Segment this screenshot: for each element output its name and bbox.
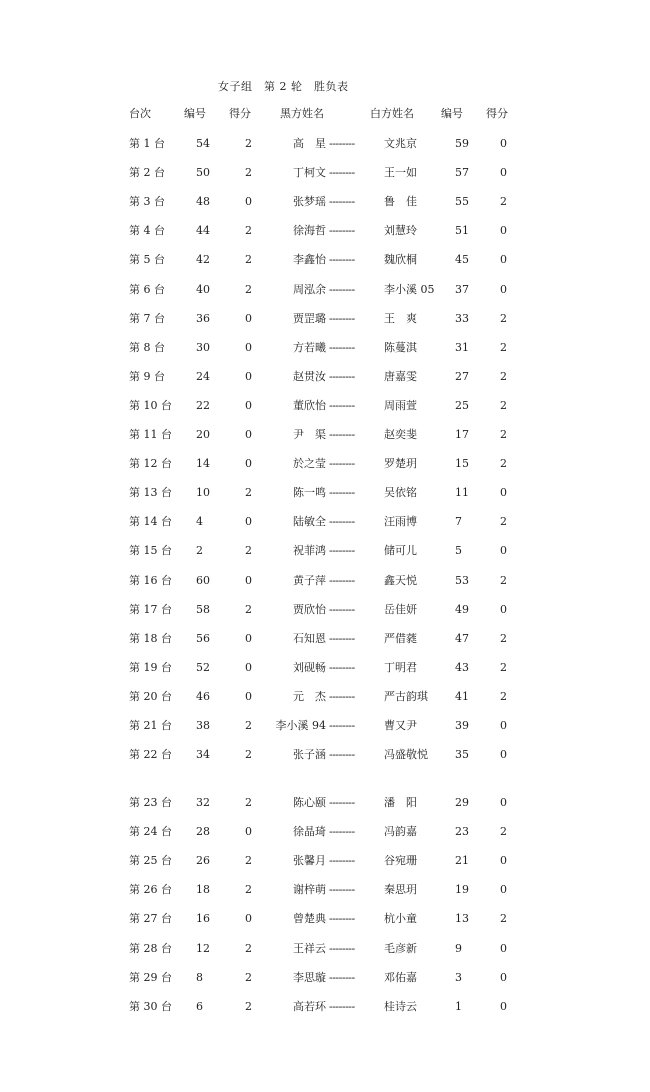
cell-white-score: 0 — [500, 486, 507, 499]
cell-table: 第 8 台 — [129, 341, 165, 354]
cell-white-name: 唐嘉雯 — [384, 370, 417, 383]
cell-black-no: 54 — [196, 137, 210, 150]
cell-white-no: 13 — [455, 912, 469, 925]
cell-separator: -------- — [329, 253, 355, 266]
cell-white-score: 2 — [500, 457, 507, 470]
cell-white-score: 0 — [500, 796, 507, 809]
cell-white-no: 9 — [455, 942, 462, 955]
header-black-name: 黑方姓名 — [280, 107, 324, 120]
cell-white-no: 59 — [455, 137, 469, 150]
cell-black-no: 40 — [196, 283, 210, 296]
table-row — [0, 223, 650, 239]
cell-white-no: 45 — [455, 253, 469, 266]
cell-table: 第 1 台 — [129, 137, 165, 150]
cell-black-no: 34 — [196, 748, 210, 761]
cell-table: 第 14 台 — [129, 515, 172, 528]
cell-black-no: 2 — [196, 544, 203, 557]
cell-white-score: 0 — [500, 748, 507, 761]
cell-white-no: 49 — [455, 603, 469, 616]
cell-black-score: 0 — [245, 825, 252, 838]
table-row — [0, 252, 650, 268]
cell-separator: -------- — [329, 137, 355, 150]
cell-table: 第 16 台 — [129, 574, 172, 587]
cell-white-name: 李小溪 05 — [384, 283, 435, 296]
cell-black-score: 2 — [245, 283, 252, 296]
cell-table: 第 5 台 — [129, 253, 165, 266]
cell-white-no: 33 — [455, 312, 469, 325]
cell-black-no: 4 — [196, 515, 203, 528]
table-row — [0, 398, 650, 414]
cell-black-name: 陈心颐 — [293, 796, 326, 809]
cell-white-score: 0 — [500, 603, 507, 616]
cell-table: 第 10 台 — [129, 399, 172, 412]
cell-black-no: 38 — [196, 719, 210, 732]
cell-white-score: 2 — [500, 632, 507, 645]
cell-black-name: 王祥云 — [293, 942, 326, 955]
cell-black-name: 元 杰 — [293, 690, 326, 703]
cell-white-score: 2 — [500, 912, 507, 925]
cell-black-no: 32 — [196, 796, 210, 809]
cell-black-name: 李思璇 — [293, 971, 326, 984]
cell-black-score: 0 — [245, 912, 252, 925]
cell-separator: -------- — [329, 515, 355, 528]
table-row — [0, 970, 650, 986]
table-row — [0, 369, 650, 385]
cell-black-name: 张馨月 — [293, 854, 326, 867]
cell-separator: -------- — [329, 796, 355, 809]
cell-black-name: 张子涵 — [293, 748, 326, 761]
cell-black-name: 高若环 — [293, 1000, 326, 1013]
cell-black-score: 2 — [245, 253, 252, 266]
cell-black-score: 2 — [245, 971, 252, 984]
cell-black-name: 贾罡璐 — [293, 312, 326, 325]
cell-black-name: 李小溪 94 — [275, 719, 326, 732]
cell-separator: -------- — [329, 942, 355, 955]
cell-white-no: 37 — [455, 283, 469, 296]
table-row — [0, 689, 650, 705]
cell-white-score: 2 — [500, 574, 507, 587]
cell-black-no: 46 — [196, 690, 210, 703]
cell-white-score: 2 — [500, 515, 507, 528]
cell-separator: -------- — [329, 690, 355, 703]
table-row — [0, 311, 650, 327]
cell-black-no: 58 — [196, 603, 210, 616]
cell-table: 第 11 台 — [129, 428, 172, 441]
cell-separator: -------- — [329, 603, 355, 616]
cell-white-no: 41 — [455, 690, 469, 703]
table-row — [0, 485, 650, 501]
cell-table: 第 15 台 — [129, 544, 172, 557]
cell-white-name: 鑫天悦 — [384, 574, 417, 587]
cell-white-name: 鲁 佳 — [384, 195, 417, 208]
cell-white-score: 2 — [500, 690, 507, 703]
cell-separator: -------- — [329, 1000, 355, 1013]
cell-white-no: 3 — [455, 971, 462, 984]
table-row — [0, 427, 650, 443]
header-table: 台次 — [129, 107, 151, 120]
cell-white-name: 严借蕤 — [384, 632, 417, 645]
cell-white-score: 0 — [500, 166, 507, 179]
cell-white-score: 2 — [500, 341, 507, 354]
cell-black-score: 0 — [245, 370, 252, 383]
cell-black-name: 祝菲鸿 — [293, 544, 326, 557]
cell-black-name: 赵贯汝 — [293, 370, 326, 383]
cell-black-name: 曾楚典 — [293, 912, 326, 925]
cell-black-name: 贾欣怡 — [293, 603, 326, 616]
cell-black-no: 52 — [196, 661, 210, 674]
table-row — [0, 573, 650, 589]
cell-table: 第 25 台 — [129, 854, 172, 867]
cell-black-score: 2 — [245, 137, 252, 150]
cell-black-no: 24 — [196, 370, 210, 383]
cell-black-score: 2 — [245, 796, 252, 809]
cell-black-name: 谢梓萌 — [293, 883, 326, 896]
cell-separator: -------- — [329, 971, 355, 984]
table-row — [0, 795, 650, 811]
cell-black-score: 0 — [245, 574, 252, 587]
cell-separator: -------- — [329, 457, 355, 470]
table-header — [0, 106, 650, 122]
header-black-no: 编号 — [184, 107, 206, 120]
cell-black-name: 徐晶琦 — [293, 825, 326, 838]
cell-black-no: 50 — [196, 166, 210, 179]
cell-white-no: 11 — [455, 486, 469, 499]
cell-white-score: 0 — [500, 137, 507, 150]
cell-black-no: 16 — [196, 912, 210, 925]
cell-white-no: 7 — [455, 515, 462, 528]
cell-black-no: 14 — [196, 457, 210, 470]
cell-black-score: 2 — [245, 166, 252, 179]
cell-white-score: 0 — [500, 544, 507, 557]
cell-white-no: 53 — [455, 574, 469, 587]
cell-table: 第 4 台 — [129, 224, 165, 237]
cell-white-no: 15 — [455, 457, 469, 470]
cell-white-name: 汪雨博 — [384, 515, 417, 528]
cell-table: 第 22 台 — [129, 748, 172, 761]
cell-black-no: 26 — [196, 854, 210, 867]
cell-table: 第 29 台 — [129, 971, 172, 984]
cell-white-no: 23 — [455, 825, 469, 838]
cell-black-name: 徐海哲 — [293, 224, 326, 237]
cell-white-score: 2 — [500, 825, 507, 838]
cell-black-name: 黄子萍 — [293, 574, 326, 587]
cell-black-no: 28 — [196, 825, 210, 838]
cell-black-score: 2 — [245, 224, 252, 237]
cell-white-name: 王 爽 — [384, 312, 417, 325]
cell-black-name: 刘砚畅 — [293, 661, 326, 674]
cell-separator: -------- — [329, 283, 355, 296]
cell-separator: -------- — [329, 312, 355, 325]
table-row — [0, 911, 650, 927]
cell-white-name: 潘 阳 — [384, 796, 417, 809]
cell-white-name: 曹又尹 — [384, 719, 417, 732]
cell-white-score: 0 — [500, 942, 507, 955]
table-row — [0, 514, 650, 530]
cell-white-name: 严古韵琪 — [384, 690, 428, 703]
cell-white-no: 27 — [455, 370, 469, 383]
cell-white-name: 罗楚玥 — [384, 457, 417, 470]
cell-table: 第 3 台 — [129, 195, 165, 208]
cell-black-name: 周泓余 — [293, 283, 326, 296]
page-title: 女子组 第 2 轮 胜负表 — [218, 80, 349, 93]
cell-white-name: 毛彦新 — [384, 942, 417, 955]
cell-white-name: 周雨萱 — [384, 399, 417, 412]
cell-table: 第 20 台 — [129, 690, 172, 703]
table-row — [0, 282, 650, 298]
cell-white-no: 57 — [455, 166, 469, 179]
cell-white-name: 桂诗云 — [384, 1000, 417, 1013]
cell-black-name: 李鑫怡 — [293, 253, 326, 266]
table-row — [0, 543, 650, 559]
table-row — [0, 853, 650, 869]
cell-black-name: 方若曦 — [293, 341, 326, 354]
cell-separator: -------- — [329, 195, 355, 208]
cell-separator: -------- — [329, 428, 355, 441]
cell-black-no: 36 — [196, 312, 210, 325]
cell-separator: -------- — [329, 883, 355, 896]
cell-table: 第 9 台 — [129, 370, 165, 383]
cell-black-name: 张梦瑶 — [293, 195, 326, 208]
header-white-no: 编号 — [441, 107, 463, 120]
cell-separator: -------- — [329, 224, 355, 237]
cell-white-score: 2 — [500, 428, 507, 441]
cell-black-score: 2 — [245, 603, 252, 616]
cell-white-no: 17 — [455, 428, 469, 441]
cell-white-score: 0 — [500, 253, 507, 266]
cell-white-name: 冯盛敬悦 — [384, 748, 428, 761]
cell-black-name: 陈一鸣 — [293, 486, 326, 499]
cell-white-no: 31 — [455, 341, 469, 354]
cell-black-no: 48 — [196, 195, 210, 208]
cell-black-no: 10 — [196, 486, 210, 499]
cell-black-score: 2 — [245, 942, 252, 955]
table-row — [0, 718, 650, 734]
cell-white-name: 刘慧玲 — [384, 224, 417, 237]
cell-black-no: 6 — [196, 1000, 203, 1013]
cell-black-score: 0 — [245, 632, 252, 645]
cell-table: 第 18 台 — [129, 632, 172, 645]
cell-white-name: 秦思玥 — [384, 883, 417, 896]
cell-table: 第 2 台 — [129, 166, 165, 179]
cell-black-name: 石知恩 — [293, 632, 326, 645]
cell-separator: -------- — [329, 748, 355, 761]
cell-black-no: 12 — [196, 942, 210, 955]
cell-black-score: 2 — [245, 1000, 252, 1013]
cell-black-name: 尹 渠 — [293, 428, 326, 441]
cell-black-score: 0 — [245, 690, 252, 703]
cell-white-score: 0 — [500, 283, 507, 296]
cell-separator: -------- — [329, 574, 355, 587]
cell-white-no: 47 — [455, 632, 469, 645]
cell-separator: -------- — [329, 632, 355, 645]
table-row — [0, 882, 650, 898]
cell-separator: -------- — [329, 341, 355, 354]
cell-black-score: 2 — [245, 544, 252, 557]
cell-black-no: 8 — [196, 971, 203, 984]
cell-table: 第 12 台 — [129, 457, 172, 470]
cell-black-no: 56 — [196, 632, 210, 645]
cell-white-name: 储可儿 — [384, 544, 417, 557]
cell-black-score: 2 — [245, 719, 252, 732]
cell-white-no: 5 — [455, 544, 462, 557]
cell-black-name: 陆敏全 — [293, 515, 326, 528]
cell-white-no: 25 — [455, 399, 469, 412]
cell-white-name: 谷宛珊 — [384, 854, 417, 867]
cell-white-name: 王一如 — [384, 166, 417, 179]
cell-black-name: 董欣怡 — [293, 399, 326, 412]
cell-white-name: 魏欣桐 — [384, 253, 417, 266]
cell-black-name: 於之莹 — [293, 457, 326, 470]
table-row — [0, 194, 650, 210]
cell-white-score: 0 — [500, 883, 507, 896]
cell-table: 第 17 台 — [129, 603, 172, 616]
cell-black-score: 2 — [245, 854, 252, 867]
cell-table: 第 6 台 — [129, 283, 165, 296]
cell-separator: -------- — [329, 544, 355, 557]
cell-black-score: 0 — [245, 399, 252, 412]
table-row — [0, 631, 650, 647]
cell-black-no: 42 — [196, 253, 210, 266]
cell-white-score: 2 — [500, 195, 507, 208]
cell-table: 第 26 台 — [129, 883, 172, 896]
cell-white-no: 39 — [455, 719, 469, 732]
table-row — [0, 456, 650, 472]
cell-white-score: 2 — [500, 370, 507, 383]
cell-black-score: 0 — [245, 457, 252, 470]
cell-black-score: 0 — [245, 661, 252, 674]
cell-separator: -------- — [329, 854, 355, 867]
cell-white-no: 51 — [455, 224, 469, 237]
cell-white-no: 29 — [455, 796, 469, 809]
cell-black-score: 2 — [245, 748, 252, 761]
cell-separator: -------- — [329, 166, 355, 179]
cell-black-score: 0 — [245, 312, 252, 325]
cell-table: 第 21 台 — [129, 719, 172, 732]
table-row — [0, 602, 650, 618]
cell-black-name: 高 星 — [293, 137, 326, 150]
table-row — [0, 165, 650, 181]
cell-white-score: 2 — [500, 312, 507, 325]
cell-black-name: 丁柯文 — [293, 166, 326, 179]
header-white-name: 白方姓名 — [370, 107, 414, 120]
cell-black-no: 44 — [196, 224, 210, 237]
table-row — [0, 136, 650, 152]
cell-separator: -------- — [329, 719, 355, 732]
cell-table: 第 30 台 — [129, 1000, 172, 1013]
table-row — [0, 747, 650, 763]
cell-separator: -------- — [329, 661, 355, 674]
table-row — [0, 824, 650, 840]
cell-separator: -------- — [329, 912, 355, 925]
cell-white-score: 0 — [500, 854, 507, 867]
cell-table: 第 28 台 — [129, 942, 172, 955]
cell-white-score: 2 — [500, 399, 507, 412]
cell-white-name: 冯韵嘉 — [384, 825, 417, 838]
cell-black-score: 2 — [245, 883, 252, 896]
cell-black-score: 0 — [245, 195, 252, 208]
cell-separator: -------- — [329, 370, 355, 383]
table-row — [0, 999, 650, 1015]
cell-black-score: 2 — [245, 486, 252, 499]
cell-white-score: 0 — [500, 1000, 507, 1013]
cell-black-no: 30 — [196, 341, 210, 354]
cell-black-score: 0 — [245, 341, 252, 354]
header-white-score: 得分 — [486, 107, 508, 120]
table-row — [0, 660, 650, 676]
cell-white-name: 杭小童 — [384, 912, 417, 925]
cell-white-no: 1 — [455, 1000, 462, 1013]
cell-white-no: 35 — [455, 748, 469, 761]
cell-black-no: 20 — [196, 428, 210, 441]
cell-black-score: 0 — [245, 428, 252, 441]
cell-white-score: 0 — [500, 719, 507, 732]
cell-table: 第 23 台 — [129, 796, 172, 809]
header-black-score: 得分 — [229, 107, 251, 120]
cell-white-name: 陈蔓淇 — [384, 341, 417, 354]
cell-black-no: 60 — [196, 574, 210, 587]
table-row — [0, 941, 650, 957]
cell-table: 第 24 台 — [129, 825, 172, 838]
cell-black-score: 0 — [245, 515, 252, 528]
cell-black-no: 18 — [196, 883, 210, 896]
cell-table: 第 13 台 — [129, 486, 172, 499]
cell-white-name: 丁明君 — [384, 661, 417, 674]
cell-white-name: 邓佑嘉 — [384, 971, 417, 984]
cell-table: 第 7 台 — [129, 312, 165, 325]
cell-white-name: 赵奕斐 — [384, 428, 417, 441]
cell-white-no: 43 — [455, 661, 469, 674]
cell-white-score: 0 — [500, 971, 507, 984]
cell-table: 第 27 台 — [129, 912, 172, 925]
cell-white-name: 吴依铭 — [384, 486, 417, 499]
cell-black-no: 22 — [196, 399, 210, 412]
cell-white-no: 21 — [455, 854, 469, 867]
cell-white-name: 岳佳妍 — [384, 603, 417, 616]
cell-white-score: 0 — [500, 224, 507, 237]
cell-separator: -------- — [329, 399, 355, 412]
cell-separator: -------- — [329, 486, 355, 499]
cell-white-score: 2 — [500, 661, 507, 674]
cell-white-no: 19 — [455, 883, 469, 896]
cell-white-no: 55 — [455, 195, 469, 208]
table-row — [0, 340, 650, 356]
cell-separator: -------- — [329, 825, 355, 838]
cell-white-name: 文兆京 — [384, 137, 417, 150]
cell-table: 第 19 台 — [129, 661, 172, 674]
